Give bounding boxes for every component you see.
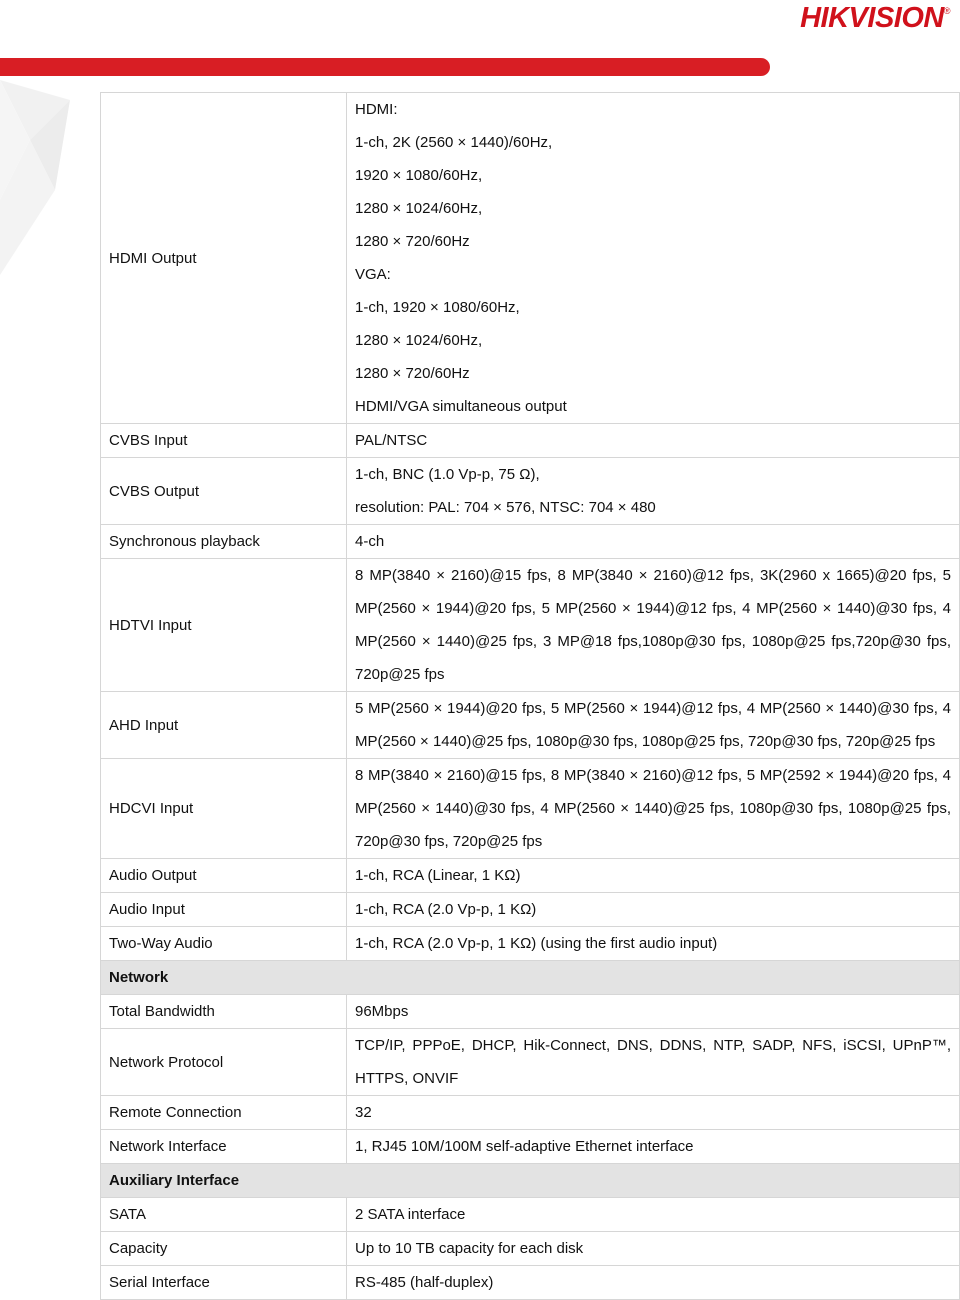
hikvision-logo: [800, 2, 950, 35]
spec-label: Serial Interface: [101, 1266, 347, 1300]
section-header-row: [101, 1164, 960, 1198]
spec-row: [101, 424, 960, 458]
spec-label: Two-Way Audio: [101, 927, 347, 961]
spec-row: [101, 1130, 960, 1164]
spec-value: [347, 93, 960, 424]
spec-row: [101, 1266, 960, 1300]
spec-label: Synchronous playback: [101, 525, 347, 559]
spec-row: [101, 692, 960, 759]
spec-value-line: 1920 × 1080/60Hz,: [355, 167, 483, 184]
spec-label: AHD Input: [101, 692, 347, 759]
spec-value: [347, 1096, 960, 1130]
spec-value: 8 MP(3840 × 2160)@15 fps, 8 MP(3840 × 2160)@12 fps, 5 MP(2592 × 1944)@20 fps, 4 MP(2560 × 1440)@30 fps, 4 MP(2560 × 1440)@25 fps, 1080p@30 fps, 1080p@25 fps, 720p@30 fps, 720p@25 fps: [347, 759, 960, 859]
spec-row: [101, 1198, 960, 1232]
spec-label: CVBS Output: [101, 458, 347, 525]
spec-value-line: 1280 × 1024/60Hz,: [355, 332, 483, 349]
logo-text: HIKVISION: [800, 2, 944, 34]
spec-row: [101, 1029, 960, 1096]
spec-value-line: 1-ch, BNC (1.0 Vp-p, 75 Ω),: [355, 466, 540, 483]
spec-value: [347, 458, 960, 525]
spec-value: [347, 927, 960, 961]
spec-value-line: 1-ch, RCA (2.0 Vp-p, 1 KΩ) (using the first audio input): [355, 935, 718, 952]
spec-label: CVBS Input: [101, 424, 347, 458]
spec-value: [347, 1232, 960, 1266]
spec-value: [347, 1266, 960, 1300]
spec-row: [101, 525, 960, 559]
registered-mark: ®: [943, 6, 950, 16]
spec-value-line: VGA:: [355, 266, 391, 283]
spec-row: [101, 859, 960, 893]
spec-value-line: 1-ch, 1920 × 1080/60Hz,: [355, 299, 520, 316]
spec-row: [101, 759, 960, 859]
spec-label: Network Protocol: [101, 1029, 347, 1096]
spec-value: [347, 995, 960, 1029]
spec-label: Audio Output: [101, 859, 347, 893]
spec-value-line: RS-485 (half-duplex): [355, 1274, 494, 1291]
spec-value: [347, 525, 960, 559]
spec-value-line: 1280 × 720/60Hz: [355, 233, 470, 250]
spec-row: [101, 927, 960, 961]
spec-value: TCP/IP, PPPoE, DHCP, Hik-Connect, DNS, DDNS, NTP, SADP, NFS, iSCSI, UPnP™, HTTPS, ONVIF: [347, 1029, 960, 1096]
spec-label: Network Interface: [101, 1130, 347, 1164]
spec-row: [101, 1232, 960, 1266]
spec-value-line: 1280 × 1024/60Hz,: [355, 200, 483, 217]
spec-row: [101, 559, 960, 692]
section-title: Auxiliary Interface: [101, 1164, 960, 1198]
spec-label: HDCVI Input: [101, 759, 347, 859]
spec-row: [101, 458, 960, 525]
spec-table: [100, 92, 960, 1300]
spec-value-line: 1-ch, 2K (2560 × 1440)/60Hz,: [355, 134, 553, 151]
spec-label: SATA: [101, 1198, 347, 1232]
spec-value-line: resolution: PAL: 704 × 576, NTSC: 704 × 480: [355, 499, 656, 516]
spec-value-line: 1, RJ45 10M/100M self-adaptive Ethernet interface: [355, 1138, 694, 1155]
spec-label: HDMI Output: [101, 93, 347, 424]
spec-value: [347, 859, 960, 893]
spec-value-line: 2 SATA interface: [355, 1206, 466, 1223]
header-red-bar: [0, 58, 770, 76]
spec-label: Remote Connection: [101, 1096, 347, 1130]
spec-value: 8 MP(3840 × 2160)@15 fps, 8 MP(3840 × 2160)@12 fps, 3K(2960 x 1665)@20 fps, 5 MP(2560 × 1944)@20 fps, 5 MP(2560 × 1944)@12 fps, 4 MP(2560 × 1440)@30 fps, 4 MP(2560 × 1440)@25 fps, 3 MP@18 fps,1080p@30 fps, 1080p@25 fps,720p@30 fps, 720p@25 fps: [347, 559, 960, 692]
spec-label: HDTVI Input: [101, 559, 347, 692]
spec-value-line: Up to 10 TB capacity for each disk: [355, 1240, 584, 1257]
spec-value: [347, 893, 960, 927]
spec-label: Audio Input: [101, 893, 347, 927]
spec-value: [347, 1130, 960, 1164]
spec-label: Total Bandwidth: [101, 995, 347, 1029]
spec-value-line: HDMI:: [355, 101, 398, 118]
spec-value: [347, 1198, 960, 1232]
spec-value-line: HDMI/VGA simultaneous output: [355, 398, 567, 415]
spec-row: [101, 1096, 960, 1130]
spec-value-line: 4-ch: [355, 533, 385, 550]
spec-value-line: 1-ch, RCA (2.0 Vp-p, 1 KΩ): [355, 901, 537, 918]
spec-value-line: 1-ch, RCA (Linear, 1 KΩ): [355, 867, 521, 884]
spec-table-body: [101, 93, 960, 1300]
spec-value-line: PAL/NTSC: [355, 432, 428, 449]
spec-row: [101, 995, 960, 1029]
spec-value: [347, 424, 960, 458]
watermark-triangles-icon: [0, 80, 90, 280]
spec-value-line: 96Mbps: [355, 1003, 409, 1020]
section-header-row: [101, 961, 960, 995]
spec-row: [101, 893, 960, 927]
spec-value: 5 MP(2560 × 1944)@20 fps, 5 MP(2560 × 1944)@12 fps, 4 MP(2560 × 1440)@30 fps, 4 MP(2560 × 1440)@25 fps, 1080p@30 fps, 1080p@25 fps, 720p@30 fps, 720p@25 fps: [347, 692, 960, 759]
section-title: Network: [101, 961, 960, 995]
spec-label: Capacity: [101, 1232, 347, 1266]
spec-value-line: 32: [355, 1104, 372, 1121]
spec-row: [101, 93, 960, 424]
spec-value-line: 1280 × 720/60Hz: [355, 365, 470, 382]
